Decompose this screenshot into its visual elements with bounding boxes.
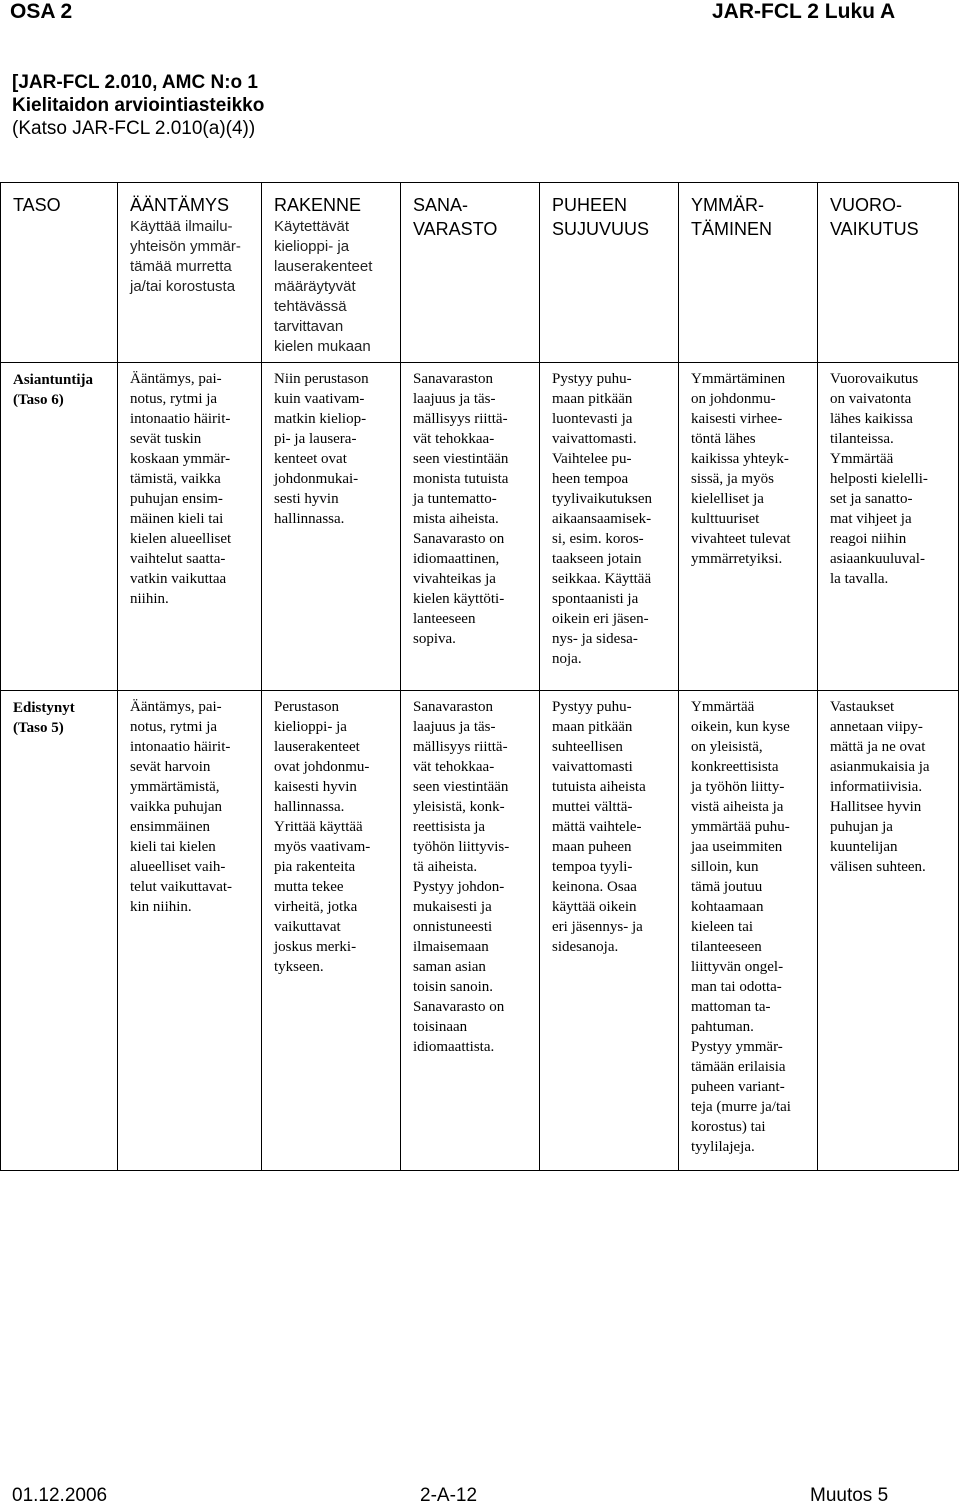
level-label: Edistynyt (Taso 5) bbox=[13, 700, 75, 736]
table-cell bbox=[118, 363, 262, 691]
header-cell bbox=[1, 183, 118, 363]
table-cell bbox=[679, 363, 818, 691]
header-subtitle: Käytettävät kielioppi- ja lauserakenteet määräytyvät tehtävässä tarvittavan kielen mukaan bbox=[274, 218, 373, 355]
header-title: YMMÄR- TÄMINEN bbox=[691, 195, 772, 239]
title-line-reference: [JAR-FCL 2.010, AMC N:o 1 bbox=[12, 72, 258, 93]
table-cell bbox=[401, 363, 540, 691]
table-cell bbox=[262, 691, 401, 1171]
table-header-row bbox=[1, 183, 959, 363]
cell-text: Ääntämys, pai- notus, rytmi ja intonaatio häirit- sevät tuskin koskaan ymmär- tämistä, vaikka puhujan ensim- mäinen kieli tai kielen alueelliset vaihtelut saatta- vatkin vaikuttaa niihin. bbox=[130, 371, 232, 607]
table-row bbox=[1, 363, 959, 691]
footer-revision: Muutos 5 bbox=[810, 1485, 889, 1506]
cell-text: Pystyy puhu- maan pitkään suhteellisen vaivattomasti tutuista aiheista muttei välttä- mättä vaihtele- maan puheen tempoa tyyli- keinona. Osaa käyttää oikein eri jäsennys- ja sidesanoja. bbox=[552, 699, 646, 955]
cell-text: Sanavaraston laajuus ja täs- mällisyys riittä- vät tehokkaa- seen viestintään yleisistä, konk- reettisista ja työhön liittyvis- tä aiheista. Pystyy johdon- mukaisesti ja onnistuneesti ilmaisemaan saman asian toisin sanoin. Sanavarasto on toisinaan idiomaattista. bbox=[413, 699, 510, 1055]
cell-text: Ymmärtää oikein, kun kyse on yleisistä, konkreettisista ja työhön liitty- vistä aiheista ja ymmärtää puhu- jaa useimmiten silloin, kun tämä joutuu kohtaamaan kieleen tai tilanteeseen liittyvän ongel- man tai odotta- mattoman ta- pahtuman. Pystyy ymmär- tämään erilaisia puheen variant- teja (murre ja/tai korostus) tai tyylilajeja. bbox=[691, 699, 791, 1155]
header-title: ÄÄNTÄMYS bbox=[130, 195, 230, 215]
cell-text: Vastaukset annetaan viipy- mättä ja ne ovat asianmukaisia ja informatiivisia. Hallitsee hyvin puhujan ja kuuntelijan välisen suhteen. bbox=[830, 699, 930, 875]
table-cell bbox=[262, 363, 401, 691]
header-cell bbox=[262, 183, 401, 363]
header-subtitle: Käyttää ilmailu- yhteisön ymmär- tämää murretta ja/tai korostusta bbox=[130, 218, 241, 295]
header-cell bbox=[401, 183, 540, 363]
cell-text: Vuorovaikutus on vaivatonta lähes kaikissa tilanteissa. Ymmärtää helposti kielelli- set ja sanatto- mat vihjeet ja reagoi niihin asiaankuuluval- la tavalla. bbox=[830, 371, 928, 587]
level-label: Asiantuntija (Taso 6) bbox=[13, 372, 94, 408]
cell-text: Ymmärtäminen on johdonmu- kaisesti virhee- töntä lähes kaikissa yhteyk- sissä, ja myös kielelliset ja kulttuuriset vivahteet tulevat ymmärretyiksi. bbox=[691, 371, 791, 567]
cell-text: Perustason kielioppi- ja lauserakenteet ovat johdonmu- kaisesti hyvin hallinnassa. Yrittää käyttää myös vaativam- pia rakenteita mutta tekee virheitä, jotka vaikuttavat joskus merki- tykseen. bbox=[274, 699, 371, 975]
table-cell bbox=[818, 691, 959, 1171]
cell-text: Niin perustason kuin vaativam- matkin kieliop- pi- ja lausera- kenteet ovat johdonmukai- sesti hyvin hallinnassa. bbox=[274, 371, 369, 527]
footer-page-number: 2-A-12 bbox=[420, 1485, 478, 1506]
table-cell bbox=[118, 691, 262, 1171]
cell-text: Sanavaraston laajuus ja täs- mällisyys riittä- vät tehokkaa- seen viestintään monista tutuista ja tuntematto- mista aiheista. Sanavarasto on idiomaattinen, vivahteikas ja kielen käyttöti- lanteeseen sopiva. bbox=[413, 371, 509, 647]
header-title: TASO bbox=[13, 195, 61, 215]
page-header-section: OSA 2 bbox=[10, 0, 73, 23]
header-title: SANA- VARASTO bbox=[413, 195, 498, 239]
proficiency-scale-table bbox=[0, 182, 959, 1171]
header-title: PUHEEN SUJUVUUS bbox=[552, 195, 650, 239]
table-cell bbox=[540, 691, 679, 1171]
table-row bbox=[1, 691, 959, 1171]
header-cell bbox=[818, 183, 959, 363]
table-cell bbox=[818, 363, 959, 691]
page-header-chapter: JAR-FCL 2 Luku A bbox=[712, 0, 896, 23]
cell-text: Ääntämys, pai- notus, rytmi ja intonaatio häirit- sevät harvoin ymmärtämistä, vaikka puhujan ensimmäinen kieli tai kielen alueelliset vaih- telut vaikuttavat- kin niihin. bbox=[130, 699, 233, 915]
document-title bbox=[12, 71, 712, 140]
header-title: VUORO- VAIKUTUS bbox=[830, 195, 919, 239]
header-cell bbox=[540, 183, 679, 363]
table-cell bbox=[540, 363, 679, 691]
header-cell bbox=[679, 183, 818, 363]
header-cell bbox=[118, 183, 262, 363]
header-title: RAKENNE bbox=[274, 195, 362, 215]
footer-date: 01.12.2006 bbox=[12, 1485, 108, 1506]
level-cell bbox=[1, 363, 118, 691]
level-cell bbox=[1, 691, 118, 1171]
table-cell bbox=[679, 691, 818, 1171]
title-line-see-also: (Katso JAR-FCL 2.010(a)(4)) bbox=[12, 118, 256, 139]
table-cell bbox=[401, 691, 540, 1171]
title-line-name: Kielitaidon arviointiasteikko bbox=[12, 95, 265, 116]
cell-text: Pystyy puhu- maan pitkään luontevasti ja vaivattomasti. Vaihtelee pu- heen tempoa tyylivaikutuksen aikaansaamisek- si, esim. koros- taakseen jotain seikkaa. Käyttää spontaanisti ja oikein eri jäsen- nys- ja sidesa- noja. bbox=[552, 371, 652, 667]
